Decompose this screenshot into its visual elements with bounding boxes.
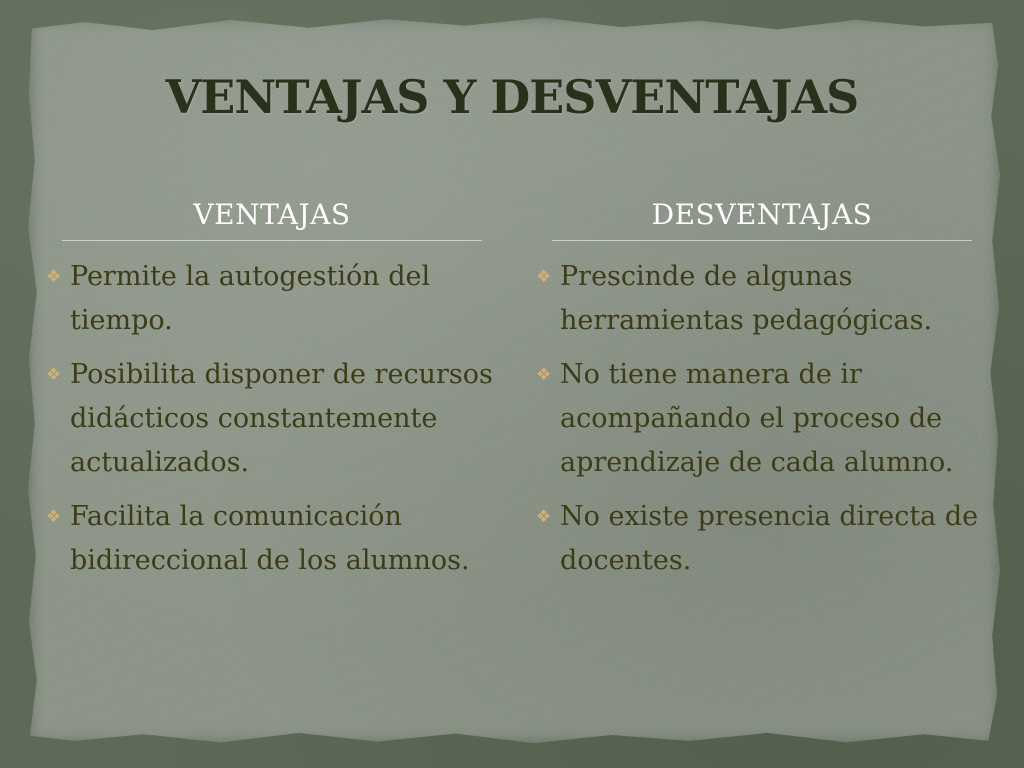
disadvantages-column	[534, 190, 986, 593]
four-diamond-bullet-icon: ❖	[46, 365, 62, 385]
list-item	[534, 255, 986, 343]
four-diamond-bullet-icon: ❖	[536, 507, 552, 527]
disadvantages-header: DESVENTAJAS	[552, 190, 972, 241]
list-item	[44, 353, 496, 485]
advantages-list	[44, 255, 496, 583]
advantages-column	[44, 190, 496, 593]
list-item-text: No existe presencia directa de docentes.	[560, 501, 979, 576]
list-item	[44, 255, 496, 343]
four-diamond-bullet-icon: ❖	[536, 267, 552, 287]
list-item-text: Posibilita disponer de recursos didácticos constantemente actualizados.	[70, 359, 493, 478]
advantages-header: VENTAJAS	[62, 190, 482, 241]
four-diamond-bullet-icon: ❖	[536, 365, 552, 385]
list-item-text: No tiene manera de ir acompañando el proceso de aprendizaje de cada alumno.	[560, 359, 954, 478]
disadvantages-list	[534, 255, 986, 583]
list-item-text: Permite la autogestión del tiempo.	[70, 261, 431, 336]
four-diamond-bullet-icon: ❖	[46, 507, 62, 527]
list-item	[534, 495, 986, 583]
list-item	[534, 353, 986, 485]
list-item-text: Facilita la comunicación bidireccional de los alumnos.	[70, 501, 470, 576]
four-diamond-bullet-icon: ❖	[46, 267, 62, 287]
slide-title: VENTAJAS Y DESVENTAJAS	[165, 70, 859, 124]
list-item-text: Prescinde de algunas herramientas pedagógicas.	[560, 261, 933, 336]
list-item	[44, 495, 496, 583]
